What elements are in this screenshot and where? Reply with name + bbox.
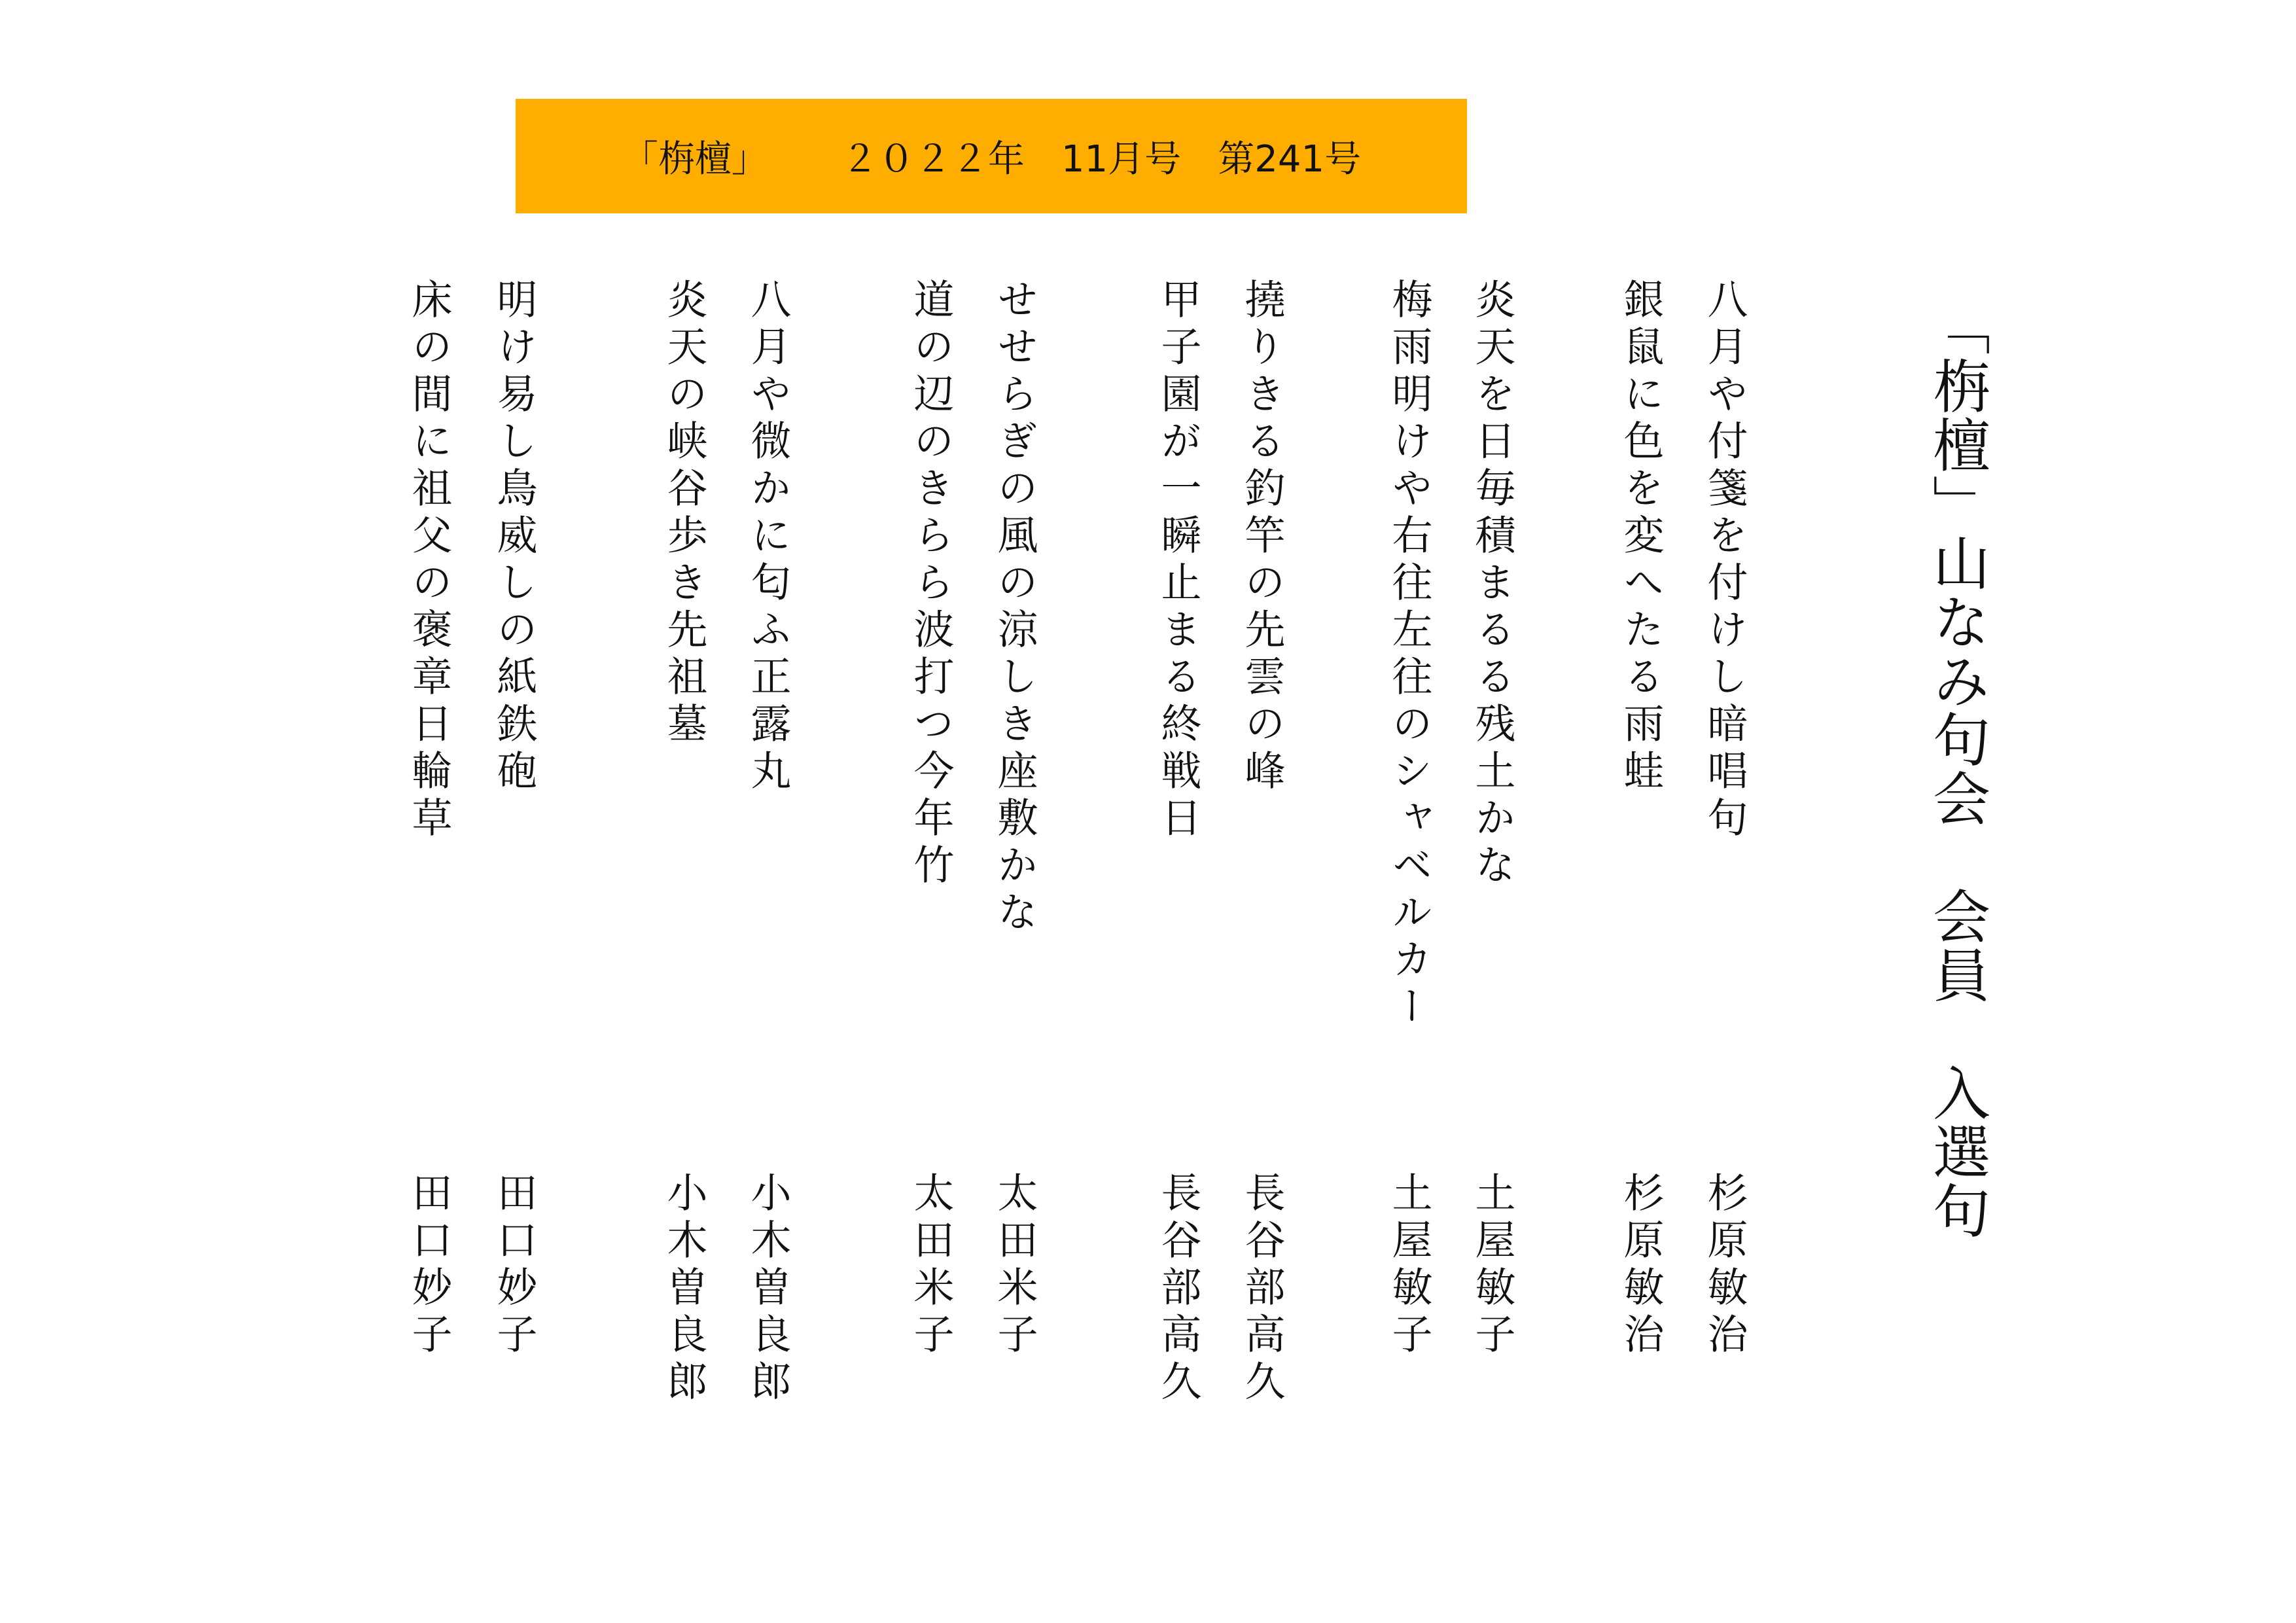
- haiku-2: 銀鼠に色を変へたる雨蛙: [1617, 278, 1665, 796]
- banner-spacer: [768, 130, 841, 183]
- author-10: 小木曽良郎: [660, 1171, 708, 1407]
- author-3: 土屋敏子: [1468, 1171, 1516, 1360]
- haiku-11: 明け易し鳥威しの紙鉄砲: [490, 278, 538, 796]
- author-11: 田口妙子: [490, 1171, 538, 1360]
- author-12: 田口妙子: [405, 1171, 453, 1360]
- issue-number: 第241号: [1218, 137, 1362, 181]
- author-6: 長谷部高久: [1154, 1171, 1202, 1407]
- author-8: 太田米子: [907, 1171, 955, 1360]
- author-1: 杉原敏治: [1701, 1171, 1748, 1360]
- author-5: 長谷部高久: [1238, 1171, 1286, 1407]
- journal-name: 「栴檀」: [621, 137, 768, 181]
- author-2: 杉原敏治: [1617, 1171, 1665, 1360]
- author-9: 小木曽良郎: [744, 1171, 792, 1407]
- haiku-10: 炎天の峡谷歩き先祖墓: [660, 278, 708, 749]
- author-7: 太田米子: [991, 1171, 1038, 1360]
- haiku-1: 八月や付箋を付けし暗唱句: [1701, 278, 1748, 844]
- haiku-8: 道の辺のきらら波打つ今年竹: [907, 278, 955, 891]
- page-title: 「栴檀」山なみ句会 会員 入選句: [1924, 298, 1991, 1240]
- issue-banner: [516, 99, 1467, 213]
- banner-spacer: [1025, 130, 1061, 183]
- issue-year: ２０２２年: [841, 137, 1025, 181]
- haiku-5: 撓りきる釣竿の先雲の峰: [1238, 278, 1286, 796]
- haiku-7: せせらぎの風の涼しき座敷かな: [991, 278, 1038, 938]
- haiku-4: 梅雨明けや右往左往のシャベルカー: [1385, 278, 1433, 1032]
- issue-month: 11月号: [1061, 137, 1182, 181]
- haiku-9: 八月や微かに匂ふ正露丸: [744, 278, 792, 796]
- haiku-6: 甲子園が一瞬止まる終戦日: [1154, 278, 1202, 844]
- banner-spacer: [1181, 130, 1218, 183]
- haiku-3: 炎天を日毎積まるる残土かな: [1468, 278, 1516, 891]
- haiku-12: 床の間に祖父の褒章日輪草: [405, 278, 453, 844]
- author-4: 土屋敏子: [1385, 1171, 1433, 1360]
